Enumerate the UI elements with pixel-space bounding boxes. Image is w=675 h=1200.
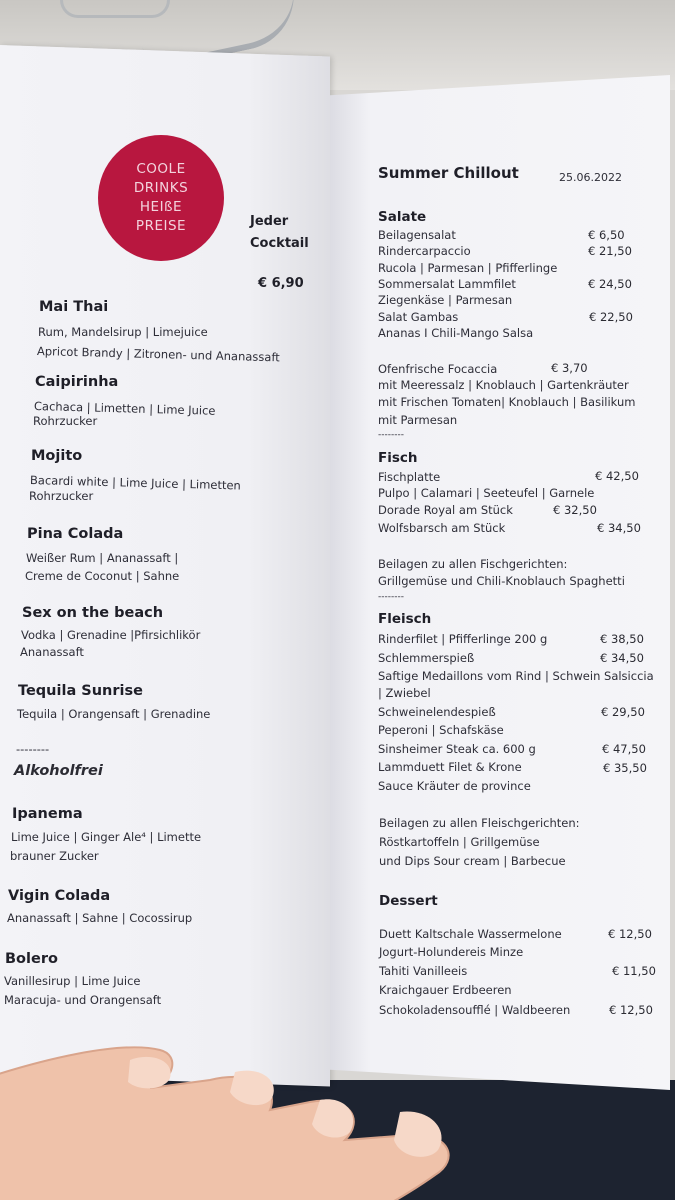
menu-price: € 38,50 bbox=[600, 632, 644, 646]
menu-price: € 22,50 bbox=[589, 310, 633, 324]
divider: -------- bbox=[378, 430, 404, 440]
drink-name: Bolero bbox=[5, 951, 58, 967]
divider: -------- bbox=[16, 742, 50, 756]
drink-ingredients: Ananassaft | Sahne | Cocossirup bbox=[7, 911, 193, 925]
menu-price: € 32,50 bbox=[553, 503, 597, 517]
menu-item: Rinderfilet | Pfifferlinge 200 g bbox=[378, 632, 548, 646]
menu-item: Kraichgauer Erdbeeren bbox=[379, 983, 512, 997]
cocktail-name: Sex on the beach bbox=[22, 605, 164, 621]
menu-item: Ziegenkäse | Parmesan bbox=[378, 293, 513, 307]
menu-item: Sommersalat Lammfilet bbox=[378, 277, 516, 291]
menu-price: € 6,50 bbox=[588, 228, 625, 242]
cocktail-ingredients: Creme de Coconut | Sahne bbox=[25, 569, 180, 583]
cocktail-ingredients: Ananassaft bbox=[20, 645, 84, 659]
menu-item: Jogurt-Holundereis Minze bbox=[379, 945, 524, 959]
menu-item: Schokoladensoufflé | Waldbeeren bbox=[379, 1003, 571, 1017]
fisch-sides-label: Beilagen zu allen Fischgerichten: bbox=[378, 557, 568, 571]
cocktail-ingredients: Weißer Rum | Ananassaft | bbox=[26, 551, 179, 565]
menu-price: € 24,50 bbox=[588, 277, 632, 291]
cocktail-name: Mai Thai bbox=[39, 299, 109, 315]
menu-item: Rucola | Parmesan | Pfifferlinge bbox=[378, 261, 558, 275]
badge-line: COOLE bbox=[136, 161, 186, 177]
badge-line: DRINKS bbox=[133, 180, 189, 196]
menu-price: € 42,50 bbox=[595, 469, 639, 483]
section-title-dessert: Dessert bbox=[379, 893, 438, 909]
drink-name: Vigin Colada bbox=[8, 888, 111, 904]
menu-price: € 21,50 bbox=[588, 244, 632, 258]
menu-date: 25.06.2022 bbox=[559, 171, 622, 184]
menu-price: € 35,50 bbox=[603, 761, 647, 775]
menu-item: Ananas I Chili-Mango Salsa bbox=[378, 326, 534, 340]
menu-price: € 34,50 bbox=[600, 651, 644, 665]
menu-item: Wolfsbarsch am Stück bbox=[378, 521, 506, 535]
divider: -------- bbox=[378, 592, 404, 602]
menu-item: | Zwiebel bbox=[378, 686, 431, 700]
cocktail-ingredients: Cachaca | Limetten | Lime Juice bbox=[33, 399, 216, 418]
menu-item: Dorade Royal am Stück bbox=[378, 503, 513, 517]
drink-ingredients: brauner Zucker bbox=[10, 849, 99, 863]
cocktail-name: Pina Colada bbox=[27, 526, 124, 542]
focaccia-price: € 3,70 bbox=[551, 361, 588, 375]
cocktail-ingredients: Vodka | Grenadine |Pfirsichlikör bbox=[21, 628, 201, 642]
menu-item: Peperoni | Schafskäse bbox=[378, 723, 504, 737]
section-title-fleisch: Fleisch bbox=[378, 611, 432, 627]
menu-item: Sinsheimer Steak ca. 600 g bbox=[378, 742, 536, 756]
badge-line: HEIßE bbox=[139, 199, 183, 215]
menu-item: Rindercarpaccio bbox=[378, 244, 471, 258]
badge-line: PREISE bbox=[135, 218, 187, 234]
fisch-sides: Grillgemüse und Chili-Knoblauch Spaghetti bbox=[378, 574, 625, 588]
fleisch-sides-label: Beilagen zu allen Fleischgerichten: bbox=[379, 816, 580, 830]
menu-price: € 29,50 bbox=[601, 705, 645, 719]
menu-item: Fischplatte bbox=[378, 470, 441, 484]
menu-item: Sauce Kräuter de province bbox=[378, 779, 531, 793]
cocktail-ingredients: Bacardi white | Lime Juice | Limetten bbox=[29, 473, 242, 493]
menu-price: € 12,50 bbox=[609, 1003, 653, 1017]
section-title-salate: Salate bbox=[378, 209, 427, 225]
promo-line-2: Cocktail bbox=[250, 236, 309, 251]
promo-line-1: Jeder bbox=[250, 214, 289, 229]
focaccia-option: mit Meeressalz | Knoblauch | Gartenkräuter bbox=[378, 378, 629, 392]
menu-item: Duett Kaltschale Wassermelone bbox=[379, 927, 562, 941]
section-title-fisch: Fisch bbox=[378, 450, 418, 466]
drink-ingredients: Lime Juice | Ginger Ale⁴ | Limette bbox=[11, 830, 202, 844]
menu-item: Salat Gambas bbox=[378, 310, 459, 324]
menu-item: Saftige Medaillons vom Rind | Schwein Salsiccia bbox=[378, 669, 654, 683]
drink-ingredients: Vanillesirup | Lime Juice bbox=[4, 974, 141, 988]
menu-item: Schweinelendespieß bbox=[378, 705, 496, 719]
cocktail-ingredients: Apricot Brandy | Zitronen- und Ananassaft bbox=[36, 344, 280, 365]
fleisch-sides: Röstkartoffeln | Grillgemüse bbox=[379, 835, 540, 849]
menu-price: € 12,50 bbox=[608, 927, 652, 941]
fleisch-sides: und Dips Sour cream | Barbecue bbox=[379, 854, 566, 868]
menu-item: Lammduett Filet & Krone bbox=[378, 760, 522, 774]
menu-item: Tahiti Vanilleeis bbox=[379, 964, 468, 978]
menu-price: € 34,50 bbox=[597, 521, 641, 535]
cocktail-ingredients: Rum, Mandelsirup | Limejuice bbox=[38, 325, 208, 339]
cocktail-ingredients: Rohrzucker bbox=[29, 489, 94, 503]
cocktail-name: Caipirinha bbox=[35, 374, 119, 390]
menu-item: Pulpo | Calamari | Seeteufel | Garnele bbox=[378, 486, 595, 500]
focaccia-option: mit Parmesan bbox=[378, 413, 458, 427]
menu-item: Schlemmerspieß bbox=[378, 651, 475, 665]
promo-badge bbox=[98, 135, 224, 261]
cocktail-ingredients: Tequila | Orangensaft | Grenadine bbox=[17, 707, 211, 721]
drink-ingredients: Maracuja- und Orangensaft bbox=[4, 993, 162, 1007]
cocktail-name: Mojito bbox=[31, 448, 83, 464]
menu-price: € 11,50 bbox=[612, 964, 656, 978]
menu-title: Summer Chillout bbox=[378, 164, 519, 182]
promo-price: € 6,90 bbox=[258, 276, 304, 291]
menu-item: Beilagensalat bbox=[378, 228, 456, 242]
menu-price: € 47,50 bbox=[602, 742, 646, 756]
cocktail-name: Tequila Sunrise bbox=[18, 683, 143, 699]
alkoholfrei-title: Alkoholfrei bbox=[14, 763, 103, 779]
focaccia-name: Ofenfrische Focaccia bbox=[378, 362, 498, 376]
cocktail-ingredients: Rohrzucker bbox=[33, 414, 98, 428]
dark-tablecloth bbox=[0, 1080, 675, 1200]
focaccia-option: mit Frischen Tomaten| Knoblauch | Basilikum bbox=[378, 395, 636, 409]
drink-name: Ipanema bbox=[12, 806, 83, 822]
